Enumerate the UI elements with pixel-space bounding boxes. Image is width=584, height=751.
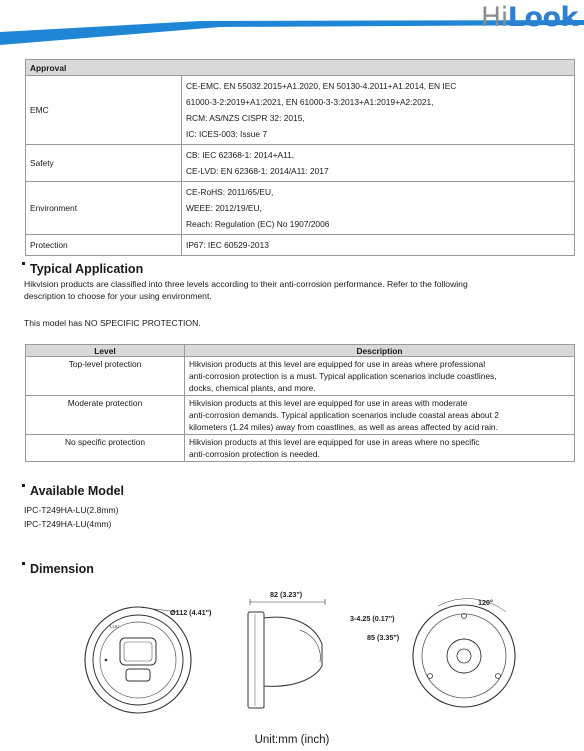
svg-text:LUU: LUU — [110, 624, 120, 629]
section-heading-models: Available Model — [22, 484, 124, 498]
unit-caption: Unit:mm (inch) — [254, 734, 330, 746]
base-hole-label: 3-4.25 (0.17") — [350, 614, 395, 623]
column-header-description: Description — [185, 345, 575, 357]
spec-value-environment: CE-RoHS: 2011/65/EU, WEEE: 2012/19/EU, Reach: Regulation (EC) No 1907/2006 — [182, 182, 575, 235]
column-header-level: Level — [26, 345, 185, 357]
section-heading-dimension: Dimension — [22, 562, 94, 576]
front-diameter-label: Ø112 (4.41") — [170, 608, 212, 617]
approval-caption: Approval — [26, 60, 575, 76]
list-item: IPC-T249HA-LU(4mm) — [24, 519, 112, 529]
table-row — [26, 76, 575, 145]
list-item: IPC-T249HA-LU(2.8mm) — [24, 505, 119, 515]
protection-note: This model has NO SPECIFIC PROTECTION. — [24, 318, 201, 328]
spec-value-safety: CB: IEC 62368-1: 2014+A11, CE-LVD: EN 62368-1: 2014/A11: 2017 — [182, 145, 575, 182]
base-angle-label: 120° — [478, 598, 493, 607]
protection-level-table — [25, 344, 575, 462]
model-list — [24, 503, 119, 531]
brand-logo: HiLook — [480, 2, 578, 33]
base-view-drawing — [408, 596, 520, 714]
spec-value-protection: IP67: IEC 60529-2013 — [182, 235, 575, 256]
spec-label-emc: EMC — [26, 76, 182, 145]
approval-table — [25, 59, 575, 256]
table-row: Top-level protection Hikvision products at this level are equipped for use in areas where professional anti-corrosion protection is a must. Typical application scenarios include coastlines, docks, chemical plants, and more. — [26, 357, 575, 396]
base-spacing-label: 85 (3.35") — [367, 633, 400, 642]
side-depth-label: 82 (3.23") — [270, 590, 303, 599]
table-row: Moderate protection Hikvision products at this level are equipped for use in areas with moderate anti-corrosion demands. Typical application scenarios include coastal areas about 2 kilometers (1.24 miles) away from coastlines, as well as areas affected by acid rain. — [26, 396, 575, 435]
table-row — [26, 145, 575, 182]
spec-label-environment: Environment — [26, 182, 182, 235]
section-heading-typical: Typical Application — [22, 262, 143, 276]
table-row — [26, 235, 575, 256]
spec-value-emc: CE-EMC. EN 55032.2015+A1.2020, EN 50130-4.2011+A1.2014, EN IEC 61000-3-2:2019+A1:2021, EN 61000-3-3:2013+A1:2019+A2:2021, RCM: AS/NZS CISPR 32: 2015, IC: ICES-003: Issue 7 — [182, 76, 575, 145]
spec-label-safety: Safety — [26, 145, 182, 182]
table-row — [26, 182, 575, 235]
table-row: No specific protection Hikvision products at this level are equipped for use in areas where no specific anti-corrosion protection is needed. — [26, 435, 575, 462]
typical-intro: Hikvision products are classified into three levels according to their anti-corrosion performance. Refer to the following description to choose for your using environment. — [24, 279, 468, 301]
spec-label-protection: Protection — [26, 235, 182, 256]
side-view-drawing — [240, 596, 335, 716]
